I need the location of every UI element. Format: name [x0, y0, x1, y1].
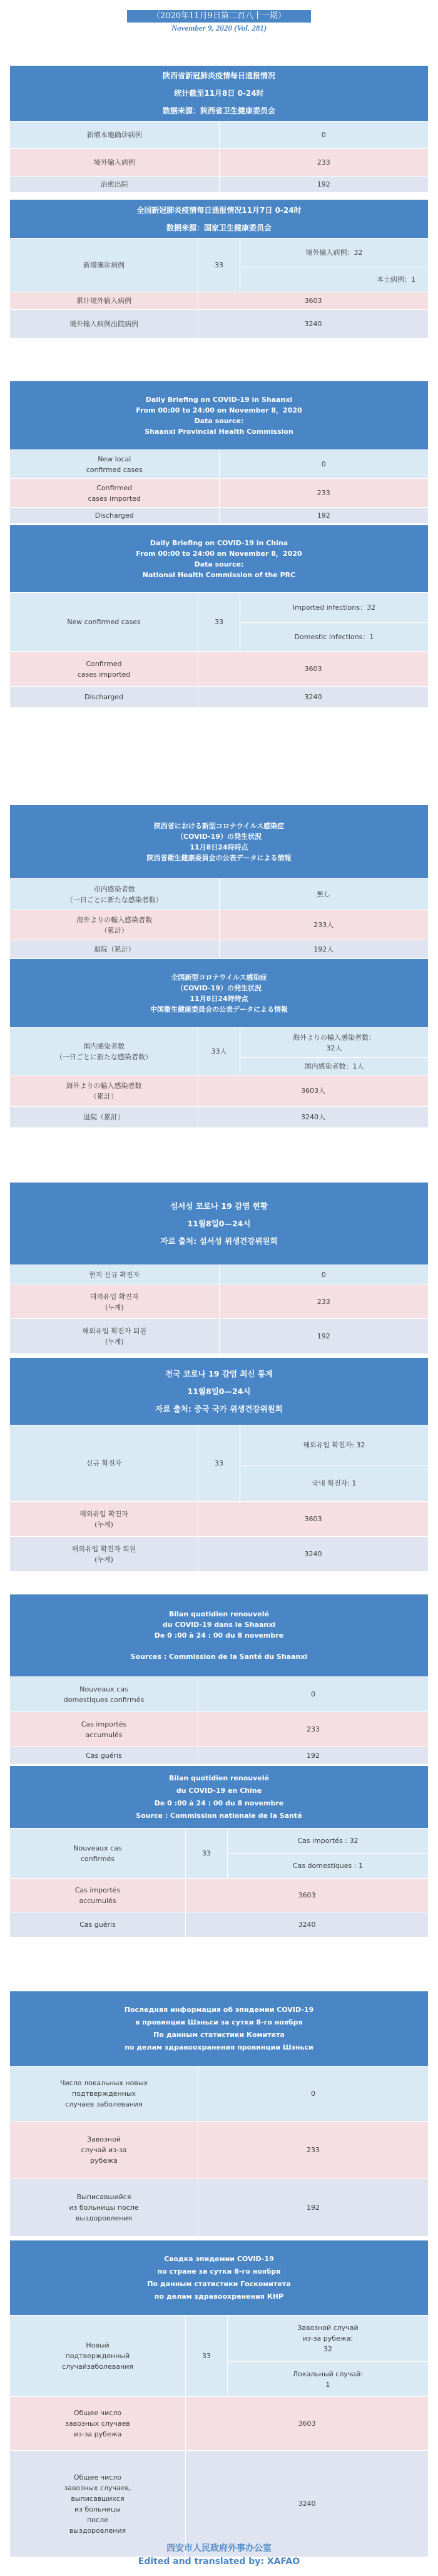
table-row: Confirmed cases imported 3603: [10, 652, 429, 687]
table-row: 海外よりの輸入感染者数 （累計） 233人: [10, 910, 429, 940]
table-row: Cas guéris 3240: [10, 1912, 429, 1937]
table-row: Число локальных новых подтвержденных случаев заболевания 0: [10, 2066, 429, 2122]
table-row: Domestic infections：1: [10, 623, 429, 652]
issue-header: [0, 9, 438, 23]
ko-china-table: [9, 1357, 429, 1572]
table-row: 市内感染者数 （一日ごとに新たな感染者数） 無し: [10, 879, 429, 910]
zh-china-header: 全国新冠肺炎疫情每日通报情况11月7日 0-24时 数据来源：国家卫生健康委员会: [10, 200, 429, 239]
ru-shaanxi-table: [9, 1991, 429, 2237]
ja-china-table: [9, 958, 429, 1128]
ja-shaanxi-header: 陝西省における新型コロナウイルス感染症 （COVID-19）の発生状況 11月8日24時時点 陝西省衛生健康委員会の公表データによる情報: [10, 805, 429, 879]
table-row: Cas importés accumulés 233: [10, 1712, 429, 1747]
table-row: Cas importés accumulés 3603: [10, 1879, 429, 1912]
en-shaanxi-header: Daily Briefing on COVID-19 in Shaanxi From 00:00 to 24:00 on November 8，2020 Data source: Shaanxi Provincial Health Commission: [10, 381, 429, 450]
ja-shaanxi-table: [9, 804, 429, 959]
fr-china-table: [9, 1765, 429, 1937]
en-china-table: [9, 525, 429, 708]
table-row: Общее число завозных случаев, выписавшихся из больницы после выздоровления 3240: [10, 2451, 429, 2557]
table-row: 累计境外输入病例 3603: [10, 292, 429, 310]
en-china-header: Daily Briefing on COVID-19 in China From 00:00 to 24:00 on November 8，2020 Data source: National Health Commission of the PRC: [10, 525, 429, 593]
ru-china-header: Сводка эпидемии COVID-19 по стране за сутки 8-го ноября По данным статистики Госкомитета по делам здравоохранения КНР: [10, 2240, 429, 2316]
table-row: Новый подтвержденный случайзаболевания 33 Завозной случай из-за рубежа: 32: [10, 2316, 429, 2362]
table-row: 현지 신규 확진자 0: [10, 1265, 429, 1285]
ko-china-header: 전국 코로나 19 감염 최신 통계 11월8일0—24시 자료 출처: 중국 국가 위생건강위원회: [10, 1358, 429, 1425]
table-row: New confirmed cases 33 Imported infections：32: [10, 593, 429, 623]
table-row: 新增本地确诊病例 0: [10, 121, 429, 149]
en-shaanxi-table: [9, 381, 429, 524]
ja-china-header: 全国新型コロナウイルス感染症 （COVID-19）の発生状況 11月8日24時時点 中国衛生健康委員会の公表データによる情報: [10, 959, 429, 1028]
table-row: Cas guéris 192: [10, 1747, 429, 1765]
table-row: 国内感染者数：1人: [10, 1058, 429, 1075]
zh-shaanxi-table: [9, 65, 429, 193]
table-row: 해외유입 확진자 퇴원 (누계) 3240: [10, 1537, 429, 1572]
table-row: Discharged 3240: [10, 687, 429, 708]
fr-shaanxi-table: [9, 1594, 429, 1765]
zh-china-table: [9, 199, 429, 339]
table-row: Discharged 192: [10, 508, 429, 524]
ko-shaanxi-header: 섬서성 코로나 19 감염 현황 11월8일0—24시 자료 출처: 섬서성 위생건강위원회: [10, 1183, 429, 1265]
footer-credit: Edited and translated by: XAFAO: [138, 2557, 300, 2567]
table-row: 해외유입 확진자 (누계) 233: [10, 1285, 429, 1319]
table-row: Общее число завозных случаев из-за рубежа 3603: [10, 2397, 429, 2451]
zh-shaanxi-header: 陕西省新冠肺炎疫情每日通报情况 统计截至11月8日 0-24时 数据来源：陕西省卫生健康委员会: [10, 66, 429, 121]
ru-china-table: [9, 2240, 429, 2557]
table-row: 境外输入病例出院病例 3240: [10, 310, 429, 339]
footer-office: 西安市人民政府外事办公室: [166, 2543, 272, 2553]
table-row: Cas domestiques : 1: [10, 1854, 429, 1879]
table-row: 退院（累計） 3240人: [10, 1107, 429, 1128]
fr-shaanxi-header: Bilan quotidien renouvelé du COVID-19 dans le Shaanxi De 0 :00 à 24 : 00 du 8 novembre Sources : Commission de la Santé du Shaanxi: [10, 1594, 429, 1677]
table-row: 退院（累計） 192人: [10, 940, 429, 959]
table-row: Выписавшийся из больницы после выздоровления 192: [10, 2179, 429, 2237]
issue-number: （2020年11月9日第二百八十一期）: [127, 10, 311, 23]
footer: [0, 2542, 438, 2567]
table-row: 本土病例：1: [10, 267, 429, 292]
fr-china-header: Bilan quotidien renouvelé du COVID-19 en Chine De 0 :00 à 24 : 00 du 8 novembre Source : Commission nationale de la Santé: [10, 1766, 429, 1829]
issue-date: November 9, 2020 (Vol. 281): [171, 23, 267, 33]
table-row: Завозной случай из-за рубежа 233: [10, 2122, 429, 2179]
ru-shaanxi-header: Последняя информация об эпидемии COVID-19 в провинции Шэньси за сутки 8-го ноября По данным статистики Комитета по делам здравоохранения провинции Шэньси: [10, 1991, 429, 2066]
table-row: 国内感染者数 （一日ごとに新たな感染者数） 33人 海外よりの輸入感染者数： 32人: [10, 1028, 429, 1058]
table-row: 신규 확진자 33 해외유입 확진자: 32: [10, 1425, 429, 1465]
table-row: Nouveaux cas domestiques confirmés 0: [10, 1677, 429, 1712]
table-row: Nouveaux cas confirmés 33 Cas importés : 32: [10, 1829, 429, 1854]
table-row: Confirmed cases imported 233: [10, 479, 429, 508]
table-row: 治愈出院 192: [10, 177, 429, 193]
table-row: 해외유입 확진자 (누계) 3603: [10, 1502, 429, 1537]
table-row: 新增确诊病例 33 境外输入病例：32: [10, 239, 429, 267]
table-row: 境外输入病例 233: [10, 149, 429, 177]
table-row: 海外よりの輸入感染者数 （累計） 3603人: [10, 1075, 429, 1107]
table-row: 해외유입 확진자 퇴원 (누계) 192: [10, 1319, 429, 1354]
table-row: Локальный случай: 1: [10, 2362, 429, 2397]
table-row: 국내 확진자: 1: [10, 1465, 429, 1502]
ko-shaanxi-table: [9, 1182, 429, 1354]
table-row: New local confirmed cases 0: [10, 450, 429, 479]
